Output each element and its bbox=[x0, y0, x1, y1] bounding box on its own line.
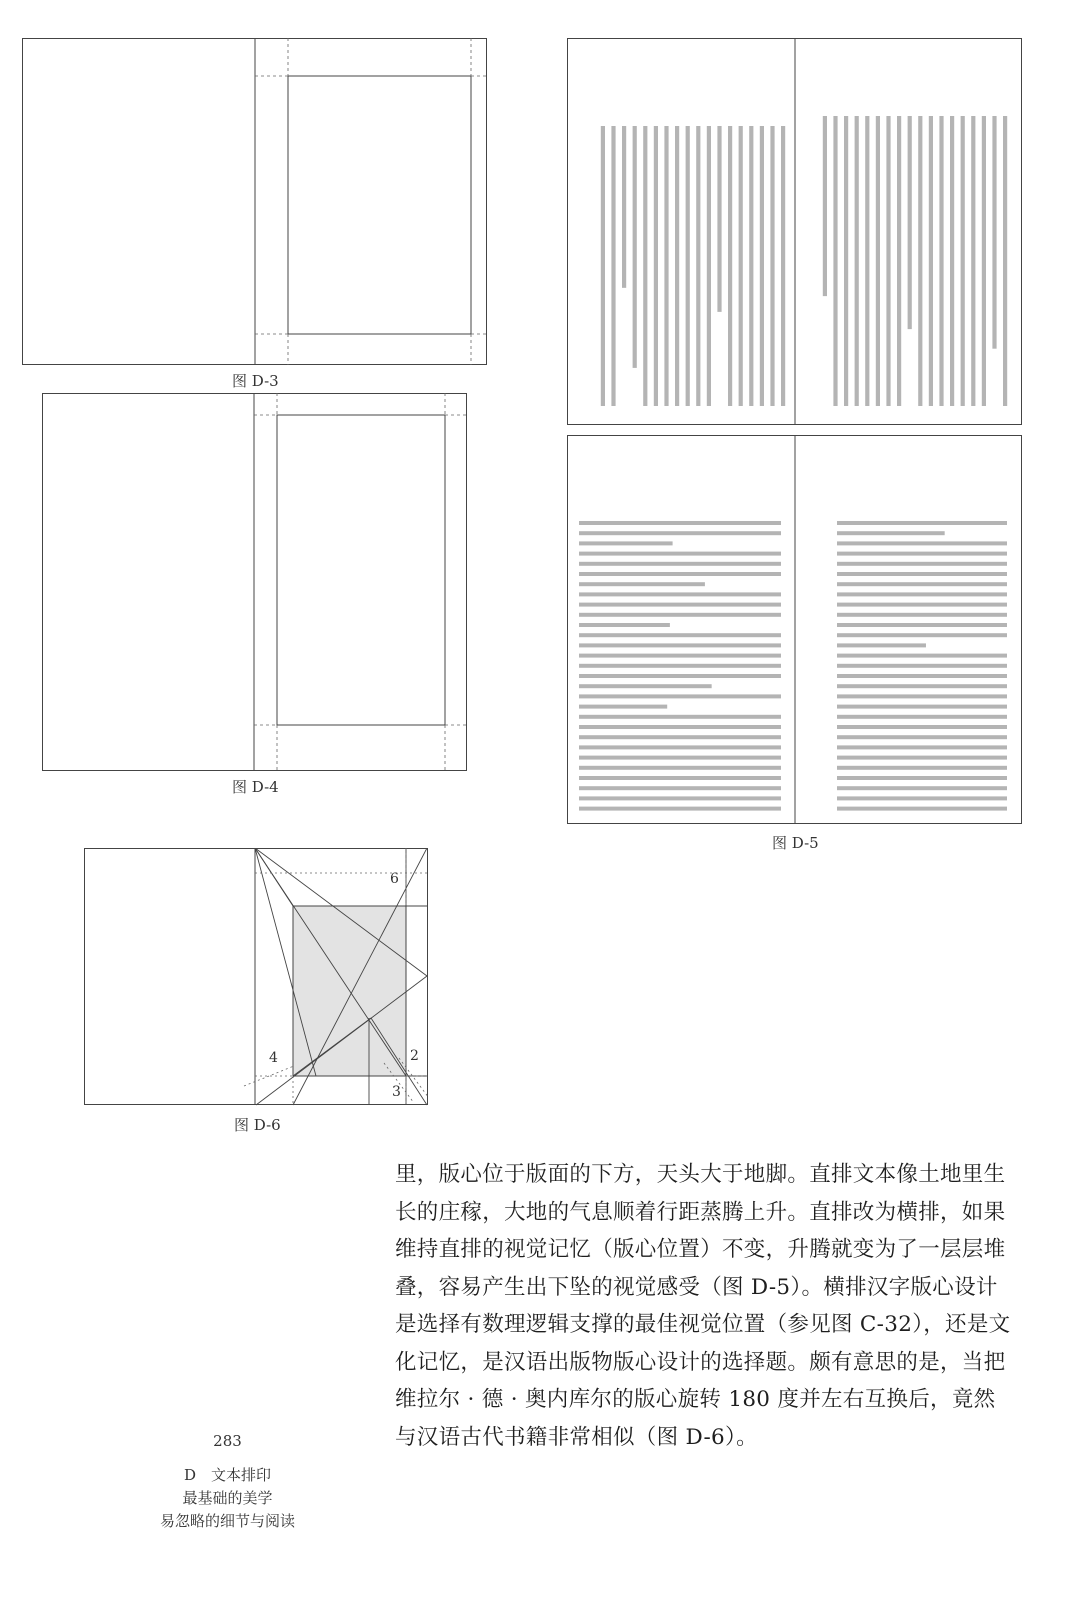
text-line-placeholder bbox=[601, 126, 605, 406]
text-line-placeholder bbox=[643, 126, 647, 406]
text-line-placeholder bbox=[837, 786, 1007, 790]
figure-d3-diagram bbox=[22, 38, 490, 368]
vertical-spread bbox=[568, 38, 1022, 425]
text-line-placeholder bbox=[579, 776, 781, 780]
figure-d6-label-6: 6 bbox=[390, 871, 399, 887]
text-line-placeholder bbox=[837, 541, 1007, 545]
body-line: 与汉语古代书籍非常相似（图 D-6）。 bbox=[395, 1424, 758, 1450]
text-line-placeholder bbox=[579, 521, 781, 525]
text-line-placeholder bbox=[837, 654, 1007, 658]
text-line-placeholder bbox=[579, 694, 781, 698]
figure-d3 bbox=[22, 38, 490, 368]
text-line-placeholder bbox=[837, 807, 1007, 811]
text-line-placeholder bbox=[579, 582, 705, 586]
text-line-placeholder bbox=[1003, 116, 1007, 406]
chapter-title: D 文本排印 bbox=[183, 1466, 272, 1484]
text-line-placeholder bbox=[579, 562, 781, 566]
text-line-placeholder bbox=[837, 531, 945, 535]
text-line-placeholder bbox=[579, 603, 781, 607]
text-line-placeholder bbox=[837, 552, 1007, 556]
text-line-placeholder bbox=[579, 613, 781, 617]
body-line: 里，版心位于版面的下方，天头大于地脚。直排文本像土地里生 bbox=[395, 1162, 1006, 1187]
text-line-placeholder bbox=[837, 613, 1007, 617]
text-line-placeholder bbox=[833, 116, 837, 406]
text-line-placeholder bbox=[837, 705, 1007, 709]
text-line-placeholder bbox=[837, 756, 1007, 760]
text-line-placeholder bbox=[837, 725, 1007, 729]
body-line: 维持直排的视觉记忆（版心位置）不变，升腾就变为了一层层堆 bbox=[395, 1237, 1006, 1262]
text-line-placeholder bbox=[929, 116, 933, 406]
text-line-placeholder bbox=[675, 126, 679, 406]
page-number: 283 bbox=[213, 1432, 242, 1450]
text-line-placeholder bbox=[837, 582, 1007, 586]
horizontal-spread bbox=[568, 435, 1022, 824]
text-line-placeholder bbox=[823, 116, 827, 296]
text-line-placeholder bbox=[717, 126, 721, 312]
chapter-subtitle: 易忽略的细节与阅读 bbox=[159, 1512, 295, 1530]
text-line-placeholder bbox=[579, 541, 673, 545]
text-line-placeholder bbox=[837, 766, 1007, 770]
text-line-placeholder bbox=[579, 745, 781, 749]
text-line-placeholder bbox=[579, 756, 781, 760]
body-line: 叠，容易产生出下坠的视觉感受（图 D-5）。横排汉字版心设计 bbox=[395, 1274, 998, 1300]
figure-d6-diagram bbox=[84, 848, 444, 1110]
text-line-placeholder bbox=[749, 126, 753, 406]
text-line-placeholder bbox=[579, 643, 781, 647]
text-line-placeholder bbox=[611, 126, 615, 406]
text-line-placeholder bbox=[837, 572, 1007, 576]
text-line-placeholder bbox=[837, 796, 1007, 800]
text-line-placeholder bbox=[837, 592, 1007, 596]
text-line-placeholder bbox=[837, 684, 1007, 688]
text-line-placeholder bbox=[579, 674, 781, 678]
text-line-placeholder bbox=[837, 674, 1007, 678]
figure-d5 bbox=[567, 38, 1025, 828]
text-line-placeholder bbox=[837, 715, 1007, 719]
text-line-placeholder bbox=[939, 116, 943, 406]
text-line-placeholder bbox=[633, 126, 637, 368]
text-line-placeholder bbox=[886, 116, 890, 406]
text-line-placeholder bbox=[579, 786, 781, 790]
text-line-placeholder bbox=[579, 796, 781, 800]
body-line: 维拉尔 · 德 · 奥内库尔的版心旋转 180 度并左右互换后，竟然 bbox=[395, 1387, 996, 1412]
text-line-placeholder bbox=[865, 116, 869, 406]
figure-d6-label-4: 4 bbox=[269, 1050, 278, 1066]
text-line-placeholder bbox=[579, 623, 670, 627]
text-line-placeholder bbox=[837, 623, 1007, 627]
text-line-placeholder bbox=[664, 126, 668, 406]
figure-d6-caption: 图 D-6 bbox=[234, 1116, 281, 1134]
chapter-subtitle: 最基础的美学 bbox=[182, 1489, 273, 1507]
figure-d4-diagram bbox=[42, 393, 470, 773]
text-line-placeholder bbox=[579, 766, 781, 770]
text-line-placeholder bbox=[971, 116, 975, 406]
text-line-placeholder bbox=[876, 116, 880, 406]
body-paragraph bbox=[395, 1156, 1035, 1456]
text-line-placeholder bbox=[579, 664, 781, 668]
body-line: 化记忆，是汉语出版物版心设计的选择题。颇有意思的是，当把 bbox=[395, 1349, 1006, 1375]
text-line-placeholder bbox=[982, 116, 986, 406]
text-line-placeholder bbox=[837, 776, 1007, 780]
text-line-placeholder bbox=[770, 126, 774, 406]
text-line-placeholder bbox=[579, 705, 667, 709]
text-line-placeholder bbox=[579, 552, 781, 556]
text-line-placeholder bbox=[992, 116, 996, 349]
text-line-placeholder bbox=[622, 126, 626, 288]
text-line-placeholder bbox=[579, 735, 781, 739]
figure-d4-caption: 图 D-4 bbox=[232, 778, 279, 796]
text-line-placeholder bbox=[739, 126, 743, 406]
text-line-placeholder bbox=[654, 126, 658, 406]
figure-d5-caption: 图 D-5 bbox=[772, 834, 819, 852]
figure-d6 bbox=[84, 848, 444, 1110]
text-line-placeholder bbox=[837, 664, 1007, 668]
figure-d5-diagram bbox=[567, 38, 1025, 828]
body-line: 长的庄稼，大地的气息顺着行距蒸腾上升。直排改为横排，如果 bbox=[395, 1199, 1006, 1225]
text-line-placeholder bbox=[579, 531, 781, 535]
figure-d4 bbox=[42, 393, 470, 773]
text-line-placeholder bbox=[579, 572, 781, 576]
text-line-placeholder bbox=[837, 694, 1007, 698]
text-line-placeholder bbox=[707, 126, 711, 406]
text-line-placeholder bbox=[837, 633, 1007, 637]
figure-d6-label-2: 2 bbox=[410, 1048, 419, 1064]
text-line-placeholder bbox=[686, 126, 690, 406]
figure-d6-label-3: 3 bbox=[392, 1084, 401, 1100]
text-line-placeholder bbox=[855, 116, 859, 406]
text-line-placeholder bbox=[781, 126, 785, 406]
text-line-placeholder bbox=[837, 562, 1007, 566]
text-line-placeholder bbox=[760, 126, 764, 406]
text-line-placeholder bbox=[579, 592, 781, 596]
text-line-placeholder bbox=[579, 807, 781, 811]
text-line-placeholder bbox=[579, 654, 781, 658]
text-line-placeholder bbox=[897, 116, 901, 406]
text-line-placeholder bbox=[950, 116, 954, 406]
text-line-placeholder bbox=[918, 116, 922, 406]
text-line-placeholder bbox=[837, 735, 1007, 739]
text-line-placeholder bbox=[961, 116, 965, 406]
text-line-placeholder bbox=[837, 521, 1007, 525]
text-line-placeholder bbox=[837, 745, 1007, 749]
text-line-placeholder bbox=[579, 725, 781, 729]
text-line-placeholder bbox=[908, 116, 912, 329]
figure-d3-caption: 图 D-3 bbox=[232, 372, 279, 390]
text-line-placeholder bbox=[844, 116, 848, 406]
text-line-placeholder bbox=[837, 603, 1007, 607]
text-line-placeholder bbox=[837, 643, 926, 647]
body-line: 是选择有数理逻辑支撑的最佳视觉位置（参见图 C-32），还是文 bbox=[395, 1312, 1011, 1337]
text-line-placeholder bbox=[728, 126, 732, 406]
text-line-placeholder bbox=[579, 684, 712, 688]
text-line-placeholder bbox=[696, 126, 700, 406]
text-line-placeholder bbox=[579, 633, 781, 637]
text-line-placeholder bbox=[579, 715, 781, 719]
